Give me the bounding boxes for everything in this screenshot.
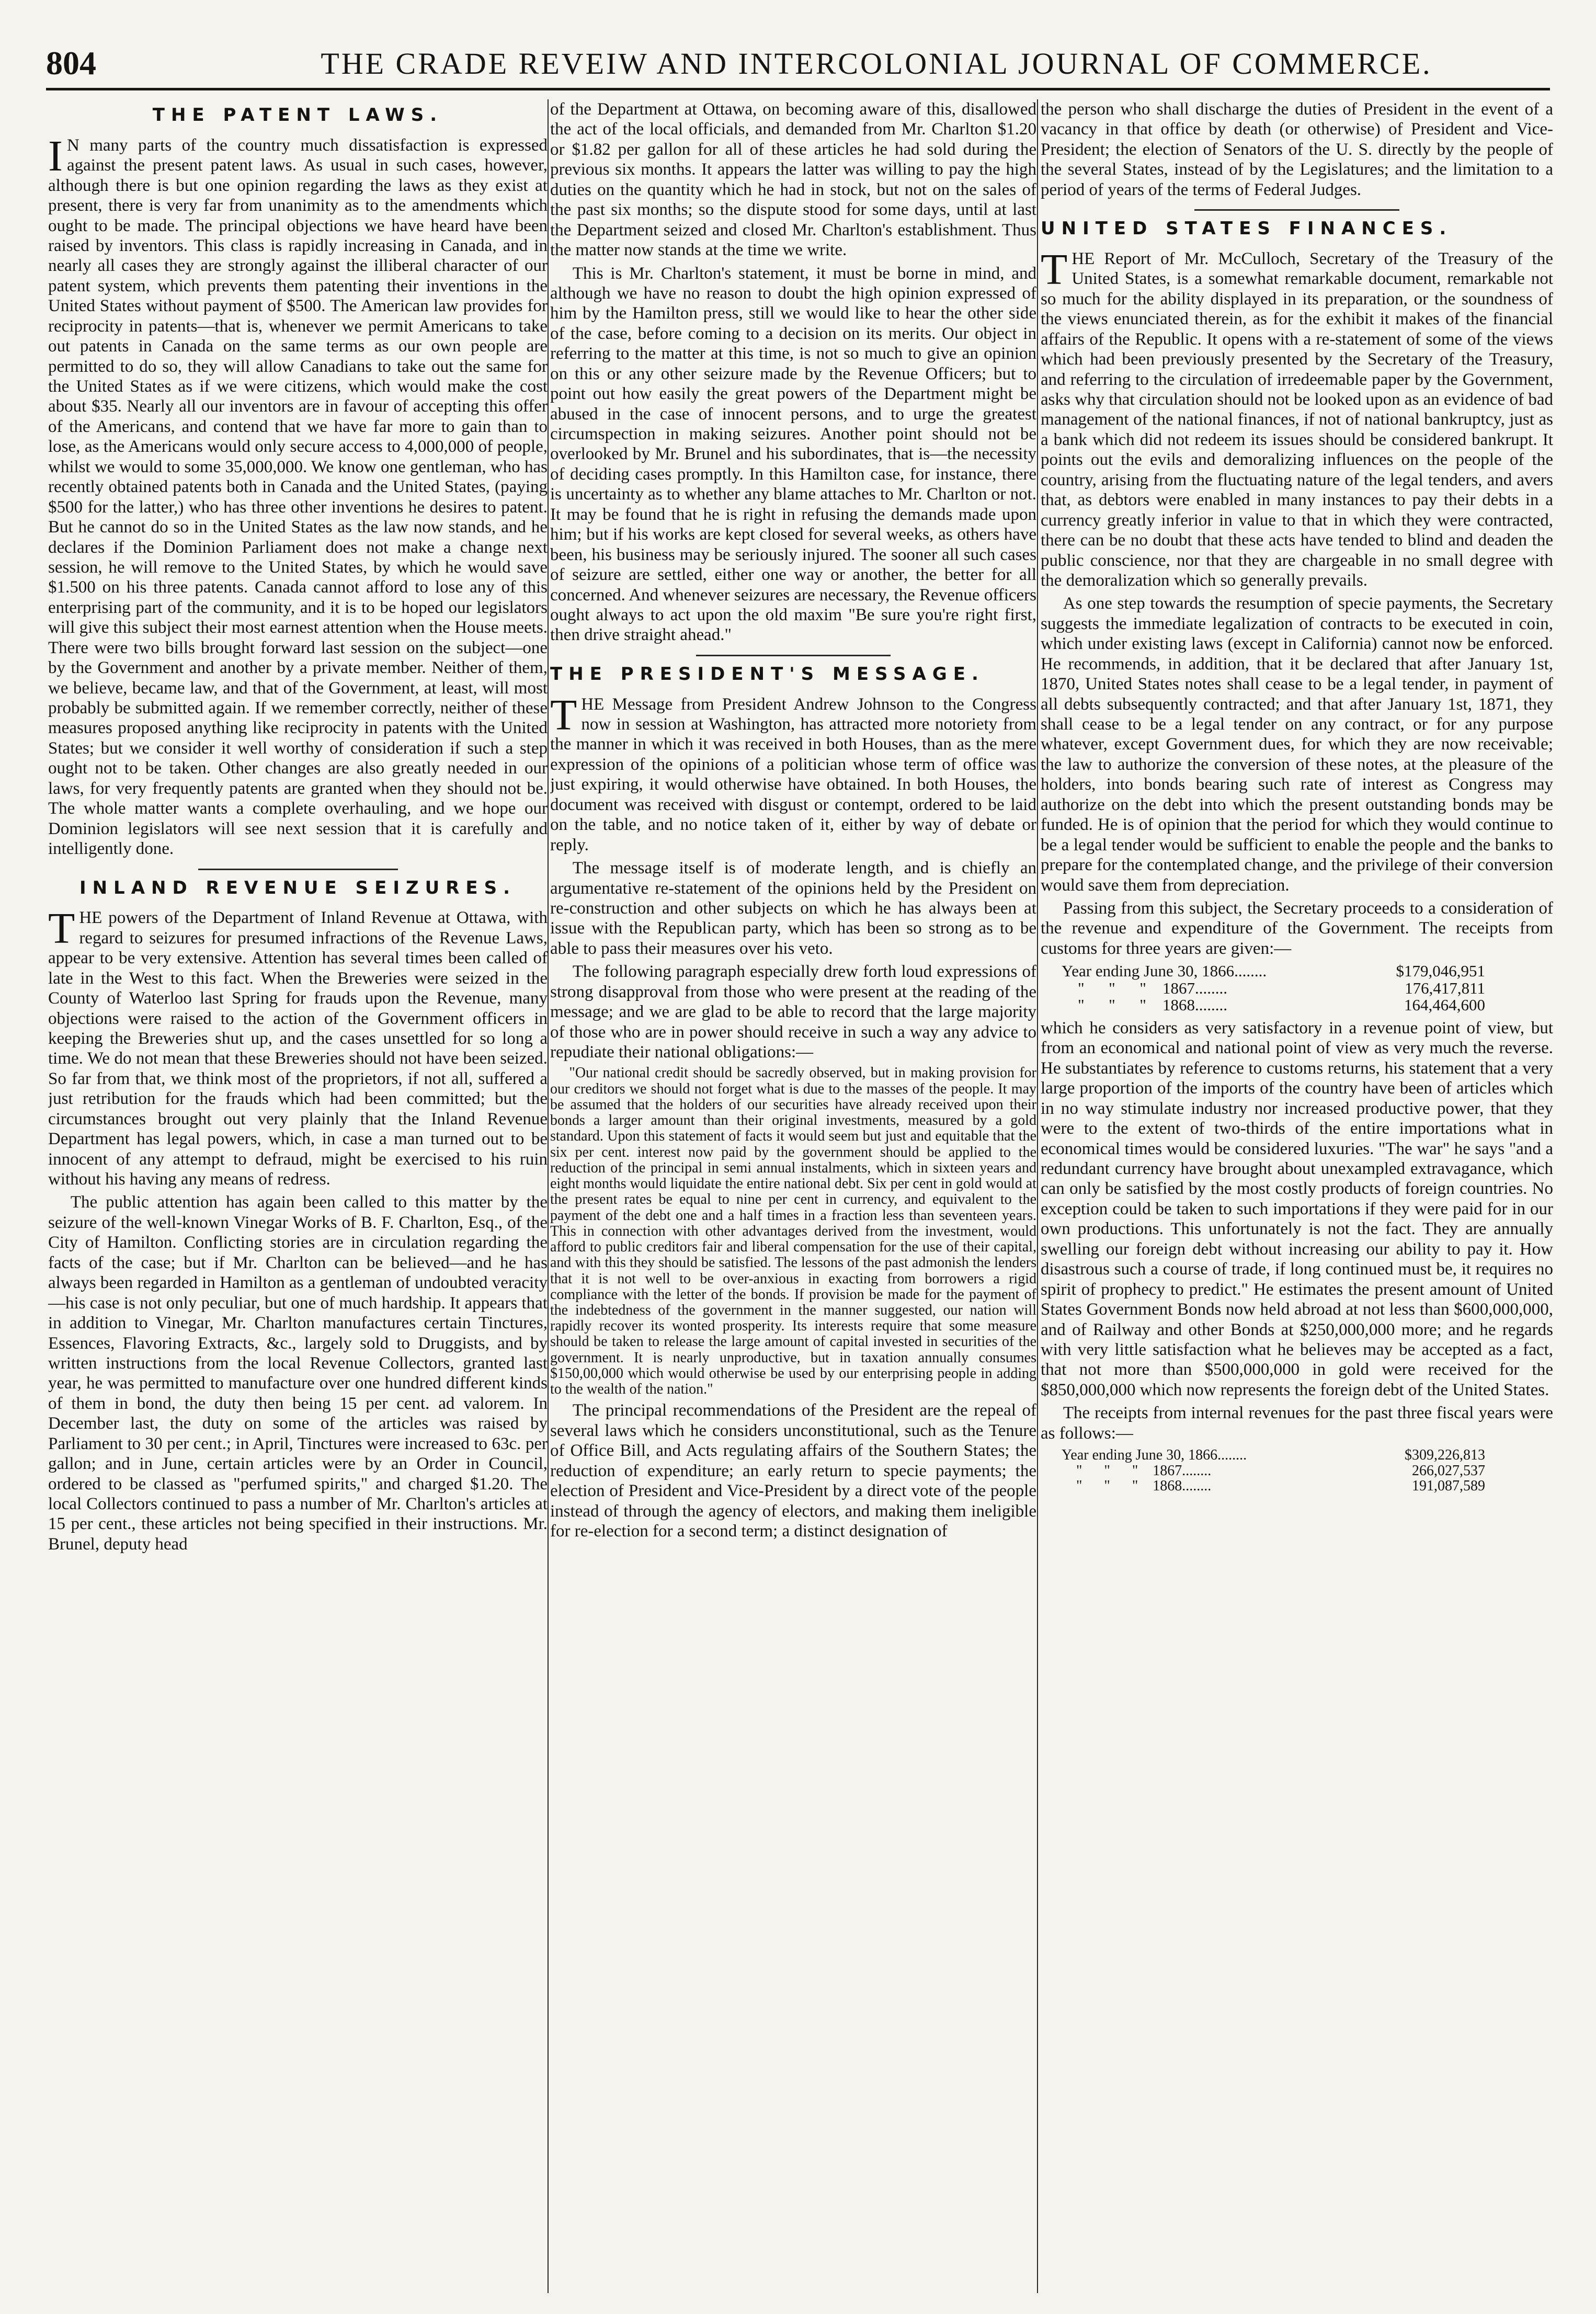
article-paragraph: The principal recommendations of the President are the repeal of several laws which he considers unconstitutional, such as the Tenure of Office Bill, and Acts regulating affairs of the Southern States; the reduction of expenditure; an early return to specie payments; the election of President and Vice-President by a direct vote of the people instead of through the agency of electors, and making them ineligible for re-election for a second term; a distinct designation of	[550, 1401, 1036, 1541]
article-paragraph: I N many parts of the country much dissatisfaction is expressed against the present patent laws. As usual in such cases, however, although there is but one opinion regarding the laws as they exist at present, there is very far from unanimity as to the amendments which ought to be made. The principal objections we have heard have been raised by inventors. This class is rapidly increasing in Canada, and in nearly all cases they are strongly against the illiberal character of our patent system, which prevents them patenting their inventions in the United States without payment of $500. The American law provides for reciprocity in patents—that is, whenever we permit Americans to take out patents in Canada on the same terms as our own people are permitted to do so, they will allow Canadians to take out the same for the United States as if we were citizens, which would make the cost about $35. Nearly all our inventors are in favour of accepting this offer of the Americans, and contend that we have far more to gain than to lose, as the Americans would only secure access to 4,000,000 of people, whilst we would to some 35,000,000. We know one gentleman, who has recently obtained patents both in Canada and the United States, (paying $500 for the latter,) who has three other inventions he desires to patent. But he cannot do so in the United States as the law now stands, and he declares if the Dominion Parliament does not make a change next session, he will remove to the United States, by which he would save $1.500 on his three patents. Canada cannot afford to lose any of this enterprising part of the community, and it is to be hoped our legislators will give this subject their most earnest attention when the House meets. There were two bills brought forward last session on the subject—one by the Government and another by a private member. Neither of them, we believe, became law, and that of the Government, at least, will most probably be submitted again. If we remember correctly, neither of these measures proposed anything like reciprocity in patents with the United States; but we consider it well worthy of consideration if such a step ought not to be taken. Other changes are also greatly needed in our laws, for very frequently patents are granted when they should not be. The whole matter wants a complete overhauling, and we hope our Dominion legislators will see next session that it is carefully and intelligently done.	[48, 131, 548, 859]
drop-cap: T	[550, 690, 577, 739]
section-divider	[696, 655, 891, 656]
article-paragraph: of the Department at Ottawa, on becoming aware of this, disallowed the act of the local officials, and demanded from Mr. Charlton $1.20 or $1.82 per gallon for all of these articles he had sold during the previous six months. It appears the latter was willing to pay the high duties on the quantity which he had in stock, but not on the sales of the past six months; so the dispute stood for some days, until at last the Department seized and closed Mr. Charlton's establishment. Thus the matter now stands at the time we write.	[550, 100, 1036, 260]
table-row: Year ending June 30, 1866........ $179,046,951	[1062, 962, 1485, 981]
journal-title: THE CRADE REVEIW AND INTERCOLONIAL JOURNAL OF COMMERCE.	[321, 47, 1432, 81]
customs-receipts-table	[1062, 963, 1553, 1014]
article-paragraph: Passing from this subject, the Secretary proceeds to a consideration of the revenue and expenditure of the Government. The receipts from customs for three years are given:—	[1041, 898, 1553, 958]
column-rule	[548, 99, 549, 2293]
article-heading-inland-revenue: INLAND REVENUE SEIZURES.	[79, 877, 517, 898]
article-heading-patent-laws: THE PATENT LAWS.	[152, 105, 443, 126]
section-divider	[198, 869, 398, 870]
table-row: " " " 1868........ 191,087,589	[1062, 1477, 1485, 1494]
article-paragraph: As one step towards the resumption of specie payments, the Secretary suggests the immediate legalization of contracts to be executed in coin, which under existing laws (except in California) cannot now be enforced. He recommends, in addition, that it be declared that after January 1st, 1870, United States notes shall cease to be a legal tender, in payment of all debts subsequently contracted; and that after January 1st, 1871, they shall cease to be a legal tender on any contract, or for any purpose whatever, except Government dues, for which they are now receivable; the law to authorize the conversion of these notes, at the pleasure of the holders, into bonds bearing such rate of interest as Congress may authorize on the debt into which the present outstanding bonds may be funded. He is of opinion that the period for which they would continue to be a legal tender would be sufficient to enable the people and the banks to prepare for the contemplated change, and the privilege of their conversion would save them from depreciation.	[1041, 594, 1553, 895]
table-row: " " " 1867........ 266,027,537	[1062, 1462, 1485, 1479]
drop-cap: I	[48, 131, 63, 180]
column-2	[550, 99, 1036, 2290]
article-paragraph: The receipts from internal revenues for the past three fiscal years were as follows:—	[1041, 1404, 1553, 1443]
article-paragraph: THE Report of Mr. McCulloch, Secretary of the Treasury of the United States, is a somewhat remarkable document, remarkable not so much for the ability displayed in its preparation, or the soundness of the views enunciated therein, as for the exhibit it makes of the financial affairs of the Republic. It opens with a re-statement of some of the views which had been previously presented by the Secretary of the Treasury, and referring to the circulation of irredeemable paper by the Government, asks why that circulation should not be looked upon as an evidence of bad management of the national finances, if not of national bankruptcy, just as a bank which did not redeem its issues should be considered bankrupt. It points out the evils and demoralizing influences on the people of the country, arising from the fluctuating nature of the legal tenders, and avers that, as debtors were enabled in many instances to pay their debts in a currency greatly inferior in value to that in which they were contracted, there can be no doubt that these acts have tended to blind and deaden the public conscience, nor that they are chargeable in no small degree with the demoralization which so generally prevails.	[1041, 245, 1553, 590]
article-paragraph: the person who shall discharge the duties of President in the event of a vacancy in that office by death (or otherwise) of President and Vice-President; the election of Senators of the U. S. directly by the people of the several States, instead of by the Legislatures; and the limitation to a period of years of the terms of Federal Judges.	[1041, 100, 1553, 199]
column-1	[48, 99, 548, 2290]
article-paragraph: The following paragraph especially drew forth loud expressions of strong disapproval from those who were present at the reading of the message; and we are glad to be able to record that the large majority of those who are in power should receive in such a way any advice to repudiate their national obligations:—	[550, 962, 1036, 1062]
table-row: Year ending June 30, 1866........ $309,226,813	[1062, 1447, 1485, 1464]
page-number: 804	[46, 44, 96, 82]
article-heading-us-finances: UNITED STATES FINANCES.	[1041, 218, 1453, 240]
article-paragraph: THE Message from President Andrew Johnson to the Congress now in session at Washington, has attracted more notoriety from the manner in which it was received in both Houses, than as the mere expression of the opinions of a politician whose term of office was just expiring, it would otherwise have obtained. In both Houses, the document was received with disgust or contempt, ordered to be laid on the table, and no notice taken of it, either by way of debate or reply.	[550, 690, 1036, 854]
article-paragraph: The public attention has again been called to this matter by the seizure of the well-known Vinegar Works of B. F. Charlton, Esq., of the City of Hamilton. Conflicting stories are in circulation regarding the facts of the case; but if Mr. Charlton can be believed—and he has always been regarded in Hamilton as a gentleman of undoubted veracity—his case is not only peculiar, but one of much hardship. It appears that in addition to Vinegar, Mr. Charlton manufactures certain Tinctures, Essences, Flavoring Extracts, &c., largely sold to Druggists, and by written instructions from the local Revenue Collectors, granted last year, he was permitted to manufacture over one hundred different kinds of them in bond, the duty then being 15 per cent. ad valorem. In December last, the duty on some of the articles was raised by Parliament to 30 per cent.; in April, Tinctures were increased to 63c. per gallon; and in June, certain articles were by an Order in Council, ordered to be classed as "perfumed spirits," and charged $1.20. The local Collectors continued to pass a number of Mr. Charlton's articles at 15 per cent., these articles not being specified in their instructions. Mr. Brunel, deputy head	[48, 1193, 548, 1554]
article-heading-presidents-message: THE PRESIDENT'S MESSAGE.	[550, 663, 985, 685]
section-divider	[1194, 209, 1399, 211]
internal-revenue-table	[1062, 1447, 1553, 1494]
column-3	[1041, 99, 1553, 2290]
article-paragraph: This is Mr. Charlton's statement, it must be borne in mind, and although we have no reason to doubt the high opinion expressed of him by the Hamilton press, still we would like to hear the other side of the case, before coming to a decision on its merits. Our object in referring to the matter at this time, is not so much to give an opinion on this or any other seizure made by the Revenue Officers; but to point out how easily the great powers of the Department might be abused in the case of innocent persons, and to urge the greatest circumspection in making seizures. Another point should not be overlooked by Mr. Brunel and his subordinates, that is—the necessity of deciding cases promptly. In this Hamilton case, for instance, there is uncertainty as to whether any blame attaches to Mr. Charlton or not. It may be found that he is right in refusing the demands made upon him; but if his works are kept closed for several weeks, as others have been, his business may be seriously injured. The sooner all such cases of seizure are settled, either one way or another, the better for all concerned. And whenever seizures are necessary, the Revenue officers ought always to act upon the old maxim "Be sure you're right first, then drive straight ahead."	[550, 264, 1036, 645]
quoted-passage: "Our national credit should be sacredly observed, but in making provision for our creditors we should not forget what is due to the masses of the people. It may be assumed that the holders of our securities have already received upon their bonds a larger amount than their original investments, measured by a gold standard. Upon this statement of facts it would seem but just and equitable that the six per cent. interest now paid by the government should be applied to the reduction of the principal in semi annual instalments, which in sixteen years and eight months would liquidate the entire national debt. Six per cent in gold would at the present rates be equal to nine per cent in currency, and equivalent to the payment of the debt one and a half times in a fraction less than seventeen years. This in connection with other advantages derived from the investment, would afford to public creditors fair and liberal compensation for the use of their capital, and with this they should be satisfied. The lessons of the past admonish the lenders that it is not well to be over-anxious in exacting from borrowers a rigid compliance with the letter of the bonds. If provision be made for the payment of the indebtedness of the government in the manner suggested, our nation will rapidly recover its wonted prosperity. Its interests require that some measure should be taken to release the large amount of capital invested in securities of the government. It is nearly unproductive, but in taxation annually consumes $150,00,000 which would otherwise be used by our enterprising people in adding to the wealth of the nation."	[550, 1065, 1036, 1398]
page-header	[46, 44, 1550, 90]
article-paragraph: The message itself is of moderate length, and is chiefly an argumentative re-statement of the opinions held by the President on re-construction and other subjects on which he has always been at issue with the Republican party, which has been so strong as to be able to pass their measures over his veto.	[550, 859, 1036, 958]
column-rule	[1037, 99, 1038, 2293]
table-row: " " " 1868........ 164,464,600	[1062, 996, 1485, 1014]
article-paragraph: which he considers as very satisfactory in a revenue point of view, but from an economical and national point of view as very much the reverse. He substantiates by reference to customs returns, his statement that a very large proportion of the imports of the country have been of articles which in no way stimulate industry nor increased productive power, that they were to the extent of two-thirds of the entire importations what in economical times would be considered luxuries. "The war" he says "and a redundant currency have brought about unexampled extravagance, which can only be satisfied by the most costly products of foreign countries. No exception could be taken to such importations if they were paid for in our own productions. This unfortunately is not the fact. They are annually swelling our foreign debt without increasing our ability to pay it. How disastrous such a course of trade, if long continued must be, it requires no spirit of prophecy to predict." He estimates the present amount of United States Government Bonds now held abroad at not less than $600,000,000, and of Railway and other Bonds at $250,000,000 more; and he regards with very little satisfaction what he believes may be accepted as a fact, that not more than $500,000,000 in gold were received for the $850,000,000 which now represents the foreign debt of the United States.	[1041, 1018, 1553, 1399]
article-paragraph: THE powers of the Department of Inland Revenue at Ottawa, with regard to seizures for presumed infractions of the Revenue Laws, appear to be very extensive. Attention has several times been called of late in the West to this fact. When the Breweries were seized in the County of Waterloo last Spring for frauds upon the Revenue, many objections were raised to the action of the Government officers in keeping the Breweries shut up, and the cases unsettled for so long a time. We do not mean that these Breweries should not have been seized. So far from that, we think most of the proprietors, if not all, suffered a just retribution for the frauds which had been committed; but the circumstances brought out very plainly that the Inland Revenue Department has legal powers, which, in case a man turned out to be innocent of any attempt to defraud, might be exercised to his ruin without his having any means of redress.	[48, 904, 548, 1189]
table-row: " " " 1867........ 176,417,811	[1062, 978, 1485, 997]
drop-cap: T	[48, 904, 75, 953]
drop-cap: T	[1041, 245, 1068, 294]
